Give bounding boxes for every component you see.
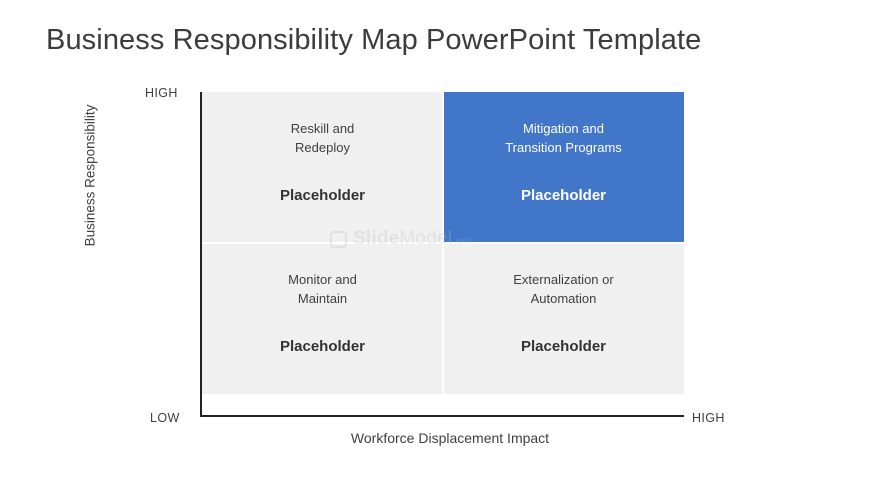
quadrant-bottom-right[interactable] [443, 243, 684, 394]
quadrant-bottom-right-caption-line2: Automation [530, 291, 597, 306]
quadrant-horizontal-divider [202, 242, 684, 244]
x-axis-title: Workforce Displacement Impact [350, 430, 550, 446]
quadrant-bottom-right-caption-line1: Externalization or [513, 272, 614, 287]
y-axis-line [200, 92, 202, 417]
x-axis-line [200, 415, 684, 417]
watermark-text-light: Model [399, 228, 453, 249]
quadrant-top-right[interactable] [443, 92, 684, 243]
quadrant-bottom-left[interactable] [202, 243, 443, 394]
quadrant-bottom-left-caption-line1: Monitor and [288, 272, 357, 287]
quadrant-top-right-placeholder[interactable]: Placeholder [520, 187, 607, 204]
quadrant-top-left[interactable] [202, 92, 443, 243]
y-axis-high-label: HIGH [145, 86, 178, 100]
x-axis-high-label: HIGH [692, 411, 725, 425]
quadrant-bottom-left-caption-line2: Maintain [297, 291, 348, 306]
quadrant-bottom-left-placeholder[interactable]: Placeholder [279, 338, 366, 355]
quadrant-top-right-caption-line2: Transition Programs [505, 140, 622, 155]
y-axis-title: Business Responsibility [82, 104, 98, 247]
quadrant-top-right-caption [505, 119, 622, 157]
quadrant-top-left-caption [291, 119, 355, 157]
quadrant-bottom-left-caption [288, 270, 357, 308]
quadrant-top-left-caption-line2: Redeploy [295, 140, 350, 155]
y-axis-low-label: LOW [150, 411, 180, 425]
watermark-text-bold: Slide [353, 228, 400, 249]
quadrant-top-left-caption-line1: Reskill and [290, 121, 355, 136]
quadrant-bottom-right-placeholder[interactable]: Placeholder [520, 338, 607, 355]
quadrant-top-right-caption-line1: Mitigation and [523, 121, 604, 136]
page-title: Business Responsibility Map PowerPoint Template [46, 24, 702, 56]
quadrant-top-left-placeholder[interactable]: Placeholder [279, 187, 366, 204]
watermark-tld: .net [454, 236, 471, 247]
quadrant-matrix [202, 92, 684, 394]
quadrant-bottom-right-caption [513, 270, 613, 308]
